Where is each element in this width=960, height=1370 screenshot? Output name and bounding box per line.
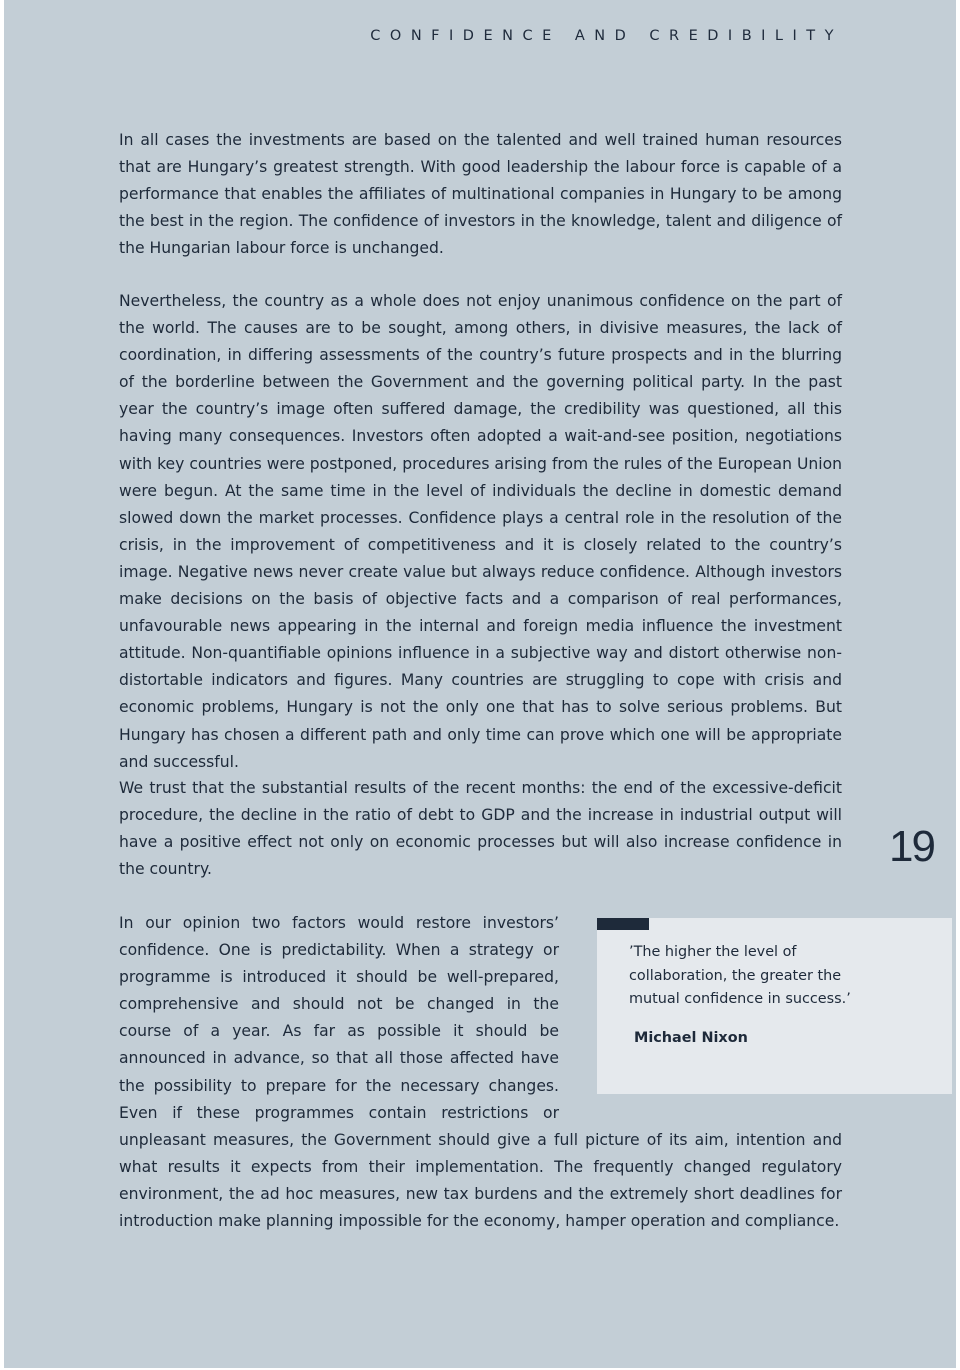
pull-quote-text: ’The higher the level of collaboration, the greater the mutual confidence in success.’ — [629, 944, 851, 1007]
page-number: 19 — [889, 822, 934, 871]
body-paragraph-1: In all cases the investments are based on the talented and well trained human resources that are Hungary’s greatest strength. With good leadership the labour force is capable of a performance that enables the affiliates of multinational companies in Hungary to be among the best in the region. The confidence of investors in the knowledge, talent and diligence of the Hungarian labour force is unchanged. — [119, 131, 842, 258]
body-paragraph-4-text: In our opinion two factors would restore investors’ confidence. One is predictability. When a strategy or programme is introduced it should be well-prepared, comprehensive and should not be changed in the course of a year. As far as possible it should be announced in advance, so that all those affected have the possibility to prepare for the necessary changes. Even if these programmes contain restrictions or unpleasant measures, the Government should give a full picture of its aim, intention and what results it expects from their implementation. The frequently changed regulatory environment, the ad hoc measures, new tax burdens and the extremely short deadlines for introduction make planning impossible for the economy, hamper operation and compliance. — [119, 914, 842, 1231]
running-header: CONFIDENCE AND CREDIBILITY — [370, 28, 843, 44]
body-paragraph-2: Nevertheless, the country as a whole does not enjoy unanimous confidence on the part of the world. The causes are to be sought, among others, in divisive measures, the lack of coordination, in differing assessments of the country’s future prospects and in the blurring of the borderline between the Government and the governing political party. In the past year the country’s image often suffered damage, the credibility was questioned, all this having many consequences. Investors often adopted a wait-and-see position, negotiations with key countries were postponed, procedures arising from the rules of the European Union were begun. At the same time in the level of individuals the decline in domestic demand slowed down the market processes. Confidence plays a central role in the resolution of the crisis, in the improvement of competitiveness and it is closely related to the country’s image. Negative news never create value but always reduce confidence. Although investors make decisions on the basis of objective facts and a comparison of real performances, unfavourable news appearing in the internal and foreign media influence the investment attitude. Non-quantifiable opinions influence in a subjective way and distort otherwise non-distortable indicators and figures. Many countries are struggling to cope with crisis and economic problems, Hungary is not the only one that has to solve serious problems. But Hungary has chosen a different path and only time can prove which one will be appropriate and successful. — [119, 292, 842, 771]
pull-quote-accent-bar — [597, 918, 649, 930]
body-paragraph-3: We trust that the substantial results of the recent months: the end of the excessive-deficit procedure, the decline in the ratio of debt to GDP and the increase in industrial output will have a positive effect not only on economic processes but will also increase confidence in the country. — [119, 779, 842, 879]
page — [4, 0, 956, 1368]
pull-quote-author: Michael Nixon — [634, 1030, 748, 1046]
